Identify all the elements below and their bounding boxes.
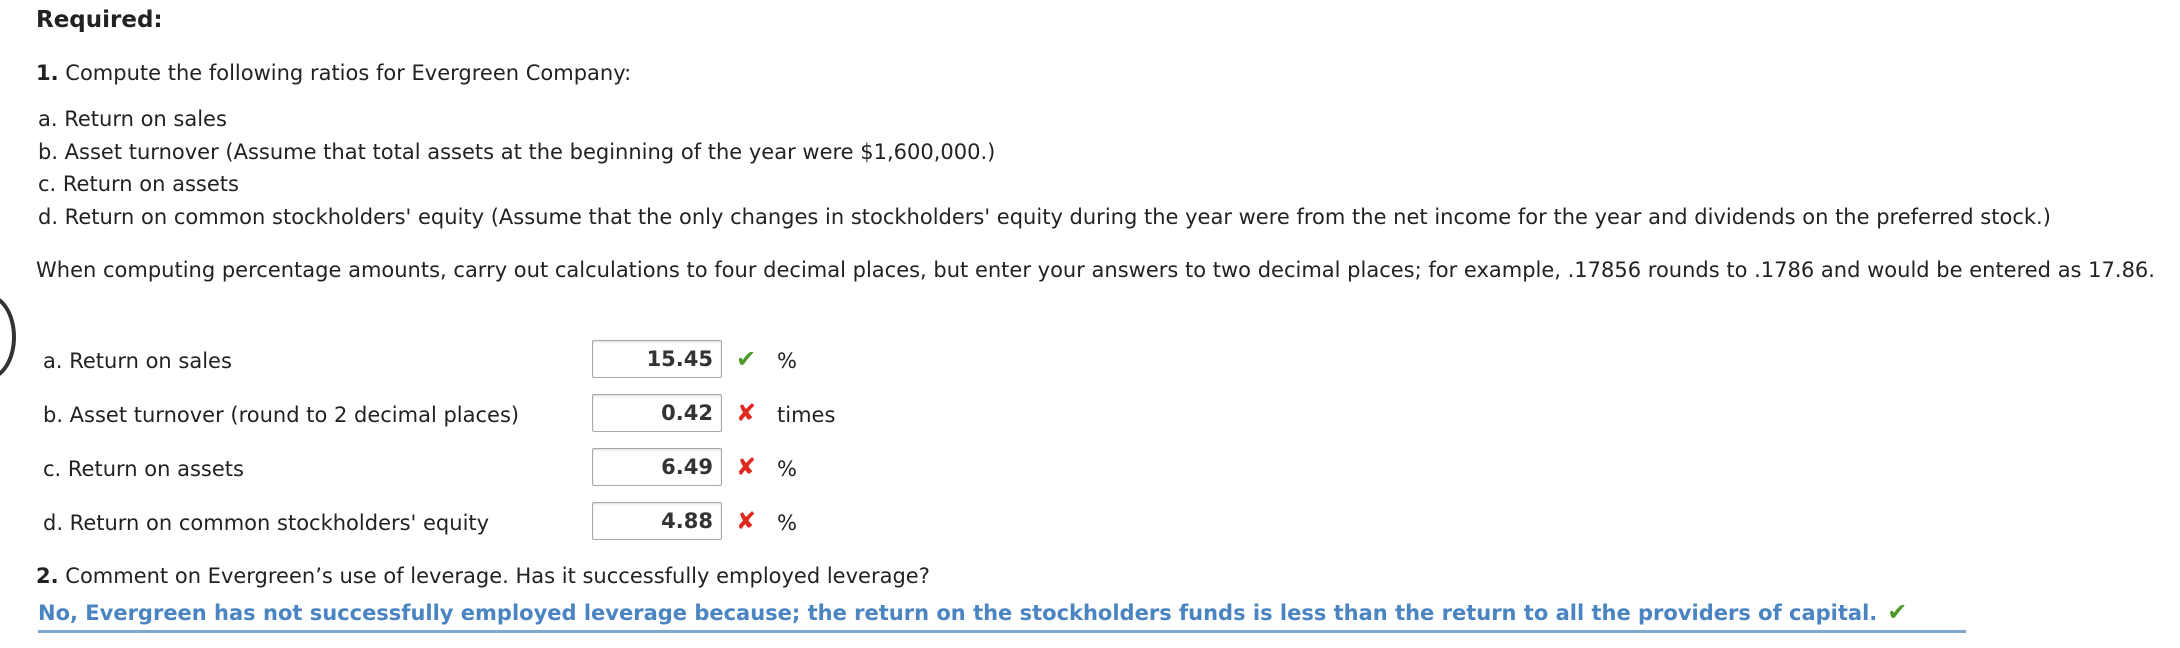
question-2 [36, 561, 930, 591]
answer-label-return-on-sales: a. Return on sales [43, 349, 232, 373]
question-1-item-d: d. Return on common stockholders' equity (Assume that the only changes in stockholders' equity during the year were from the net income for the year and dividends on the preferred stock.) [38, 205, 2051, 229]
incorrect-x-icon: ✘ [736, 453, 757, 481]
answer-row-asset-turnover [40, 394, 940, 434]
rounding-instructions: When computing percentage amounts, carry out calculations to four decimal places, but enter your answers to two decimal places; for example, .17856 rounds to .1786 and would be entered as 17.86. [36, 258, 2155, 282]
answer-input-return-on-sales[interactable] [592, 340, 722, 378]
answer-label-return-on-assets: c. Return on assets [43, 457, 244, 481]
answer-unit-times: times [777, 403, 836, 427]
answer-row-return-on-sales [40, 340, 940, 380]
incorrect-x-icon: ✘ [736, 399, 757, 427]
correct-check-icon: ✔ [1887, 598, 1908, 626]
question-1-text: Compute the following ratios for Evergreen Company: [65, 61, 632, 85]
question-1-item-c: c. Return on assets [38, 172, 239, 196]
scroll-indicator-arc [0, 294, 16, 380]
leverage-answer-dropdown[interactable] [38, 598, 1966, 633]
answer-label-return-on-equity: d. Return on common stockholders' equity [43, 511, 490, 535]
answer-input-asset-turnover[interactable] [592, 394, 722, 432]
question-1-item-a: a. Return on sales [38, 107, 227, 131]
correct-check-icon: ✔ [736, 345, 757, 373]
answer-unit-percent: % [777, 511, 797, 535]
answer-row-return-on-equity [40, 502, 940, 542]
leverage-answer-text: No, Evergreen has not successfully employed leverage because; the return on the stockholders funds is less than the return to all the providers of capital. [38, 601, 1878, 625]
question-1-number: 1. [36, 61, 59, 85]
answer-unit-percent: % [777, 457, 797, 481]
answer-row-return-on-assets [40, 448, 940, 488]
answer-input-return-on-assets[interactable] [592, 448, 722, 486]
answer-label-asset-turnover: b. Asset turnover (round to 2 decimal places) [43, 403, 520, 427]
required-heading: Required: [36, 7, 163, 33]
incorrect-x-icon: ✘ [736, 507, 757, 535]
question-1 [36, 58, 631, 88]
question-1-item-b: b. Asset turnover (Assume that total assets at the beginning of the year were $1,600,000.) [38, 140, 996, 164]
answer-unit-percent: % [777, 349, 797, 373]
answer-input-return-on-equity[interactable] [592, 502, 722, 540]
question-2-number: 2. [36, 564, 59, 588]
question-2-text: Comment on Evergreen’s use of leverage. Has it successfully employed leverage? [65, 564, 930, 588]
